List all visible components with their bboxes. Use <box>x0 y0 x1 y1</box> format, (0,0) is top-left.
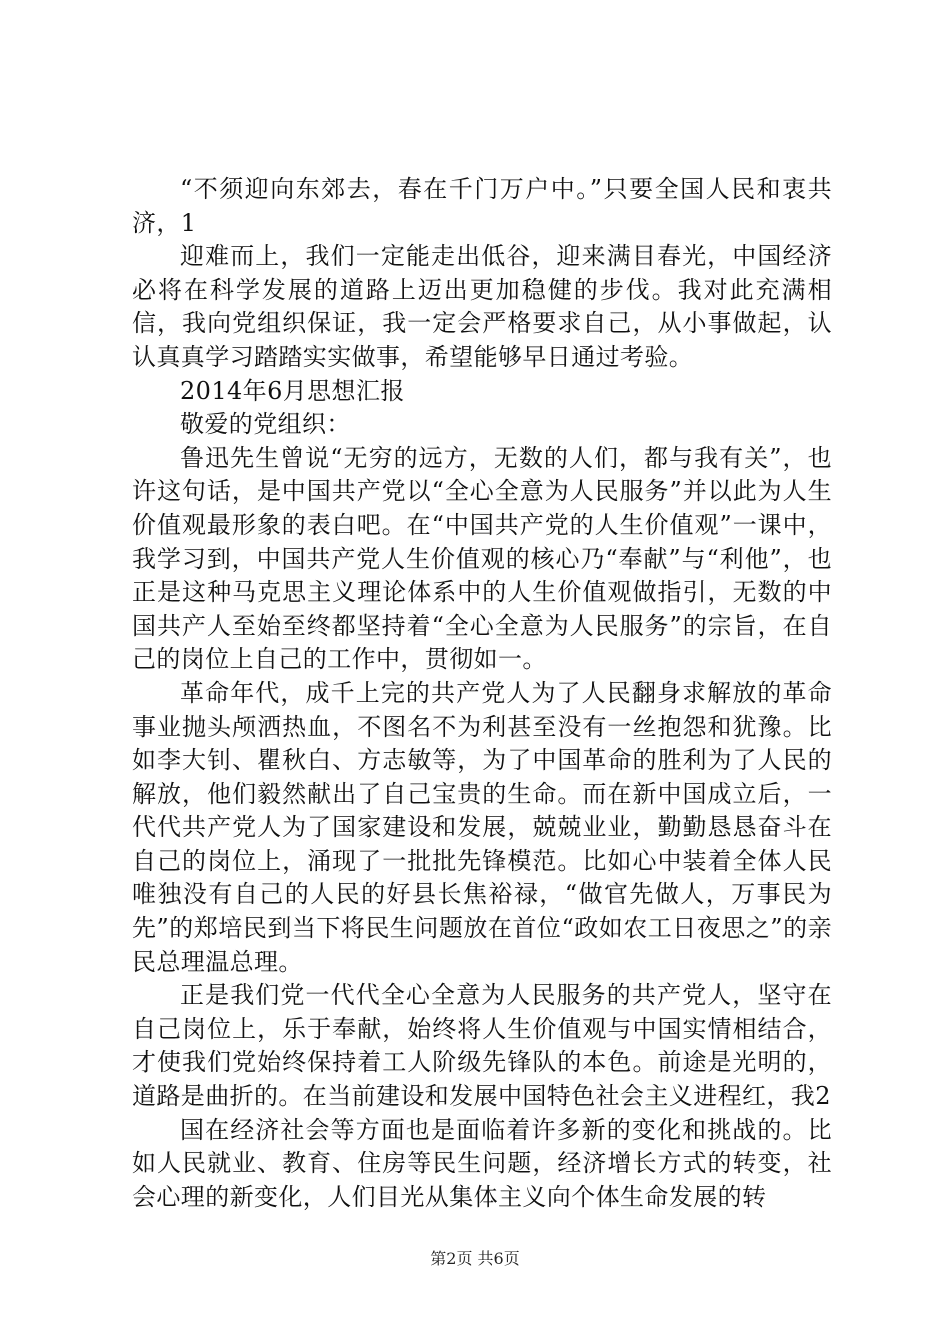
salutation: 敬爱的党组织： <box>180 410 351 439</box>
page-footer: 第2页 共6页 <box>430 1249 520 1268</box>
paragraph-5: 鲁迅先生曾说“无穷的远方，无数的人们，都与我有关”，也许这句话，是中国共产党以“全心全意为人民服务”并以此为人生价值观最形象的表白吧。在“中国共产党的人生价值观”一课中，我学习到，中国共产党人生价值观的核心乃“奉献”与“利他”，也正是这种马克思主义理论体系中的人生价值观做指引，无数的中国共产人至始至终都坚持着“全心全意为人民服务”的宗旨，在自己的岗位上自己的工作中，贯彻如一。 <box>132 443 832 674</box>
paragraph-7: 正是我们党一代代全心全意为人民服务的共产党人，坚守在自己岗位上，乐于奉献，始终将人生价值观与中国实情相结合，才使我们党始终保持着工人阶级先锋队的本色。前途是光明的，道路是曲折的。在当前建设和发展中国特色社会主义进程红，我2 <box>132 981 832 1111</box>
paragraph-6: 革命年代，成千上完的共产党人为了人民翻身求解放的革命事业抛头颅洒热血，不图名不为利甚至没有一丝抱怨和犹豫。比如李大钊、瞿秋白、方志敏等，为了中国革命的胜利为了人民的解放，他们毅然献出了自己宝贵的生命。而在新中国成立后，一代代共产党人为了国家建设和发展，兢兢业业，勤勤恳恳奋斗在自己的岗位上，涌现了一批批先锋模范。比如心中装着全体人民唯独没有自己的人民的好县长焦裕禄，“做官先做人，万事民为先”的郑培民到当下将民生问题放在首位“政如农工日夜思之”的亲民总理温总理。 <box>132 678 832 976</box>
paragraph-1: “不须迎向东郊去，春在千门万户中。”只要全国人民和衷共济，1 <box>132 175 832 237</box>
paragraph-8: 国在经济社会等方面也是面临着许多新的变化和挑战的。比如人民就业、教育、住房等民生问题，经济增长方式的转变，社会心理的新变化，人们目光从集体主义向个体生命发展的转 <box>132 1115 832 1211</box>
report-title: 2014年6月思想汇报 <box>180 376 405 405</box>
paragraph-2: 迎难而上，我们一定能走出低谷，迎来满目春光，中国经济必将在科学发展的道路上迈出更加稳健的步伐。我对此充满相信，我向党组织保证，我一定会严格要求自己，从小事做起，认认真真学习踏踏实实做事，希望能够早日通过考验。 <box>132 242 832 371</box>
document-body <box>132 173 832 1214</box>
